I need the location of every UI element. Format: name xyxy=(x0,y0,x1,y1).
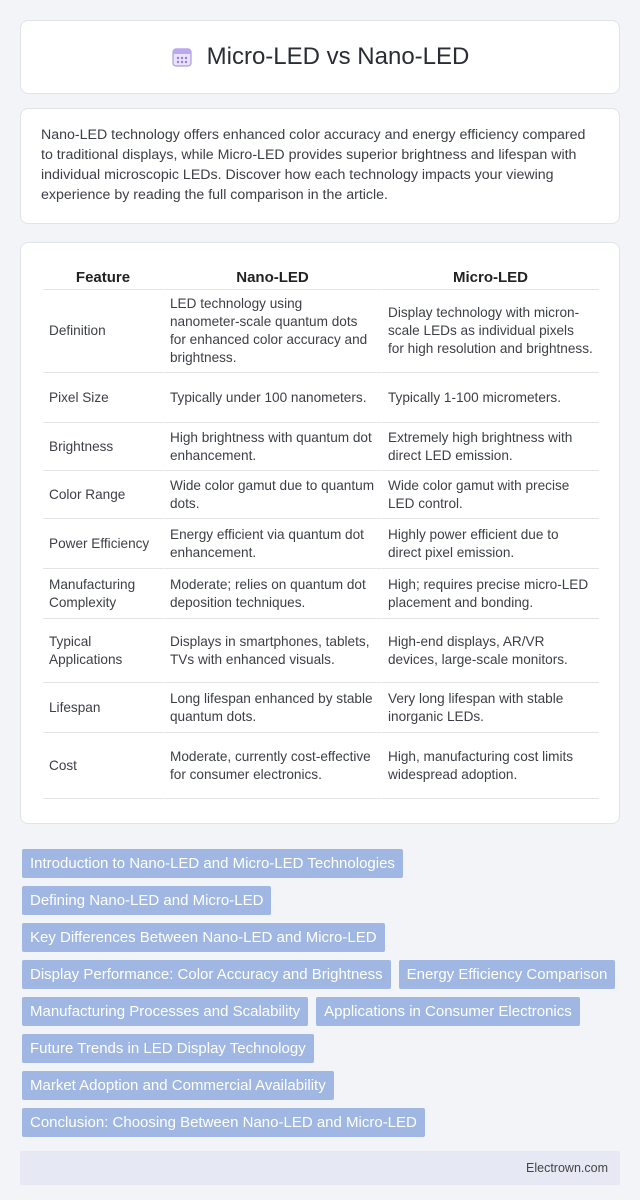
link-introduction[interactable]: Introduction to Nano-LED and Micro-LED Technologies xyxy=(22,849,403,878)
link-conclusion[interactable]: Conclusion: Choosing Between Nano-LED and Micro-LED xyxy=(22,1108,425,1137)
link-manufacturing[interactable]: Manufacturing Processes and Scalability xyxy=(22,997,308,1026)
micro-cell: Typically 1-100 micrometers. xyxy=(381,373,599,423)
link-key-differences[interactable]: Key Differences Between Nano-LED and Micro-LED xyxy=(22,923,385,952)
micro-cell: Display technology with micron-scale LEDs as individual pixels for high resolution and brightness. xyxy=(381,290,599,373)
feature-cell: Power Efficiency xyxy=(43,519,163,569)
micro-cell: Extremely high brightness with direct LED emission. xyxy=(381,423,599,471)
table-row xyxy=(43,619,599,683)
table-header-row xyxy=(43,265,599,290)
table-row xyxy=(43,471,599,519)
link-energy-efficiency[interactable]: Energy Efficiency Comparison xyxy=(399,960,616,989)
link-future-trends[interactable]: Future Trends in LED Display Technology xyxy=(22,1034,314,1063)
article-links xyxy=(22,849,622,1137)
title-card xyxy=(20,20,620,94)
micro-cell: High; requires precise micro-LED placement and bonding. xyxy=(381,569,599,619)
link-applications[interactable]: Applications in Consumer Electronics xyxy=(316,997,580,1026)
intro-text: Nano-LED technology offers enhanced color accuracy and energy efficiency compared to traditional displays, while Micro-LED provides superior brightness and lifespan with individual microscopic LEDs. Discover how each technology impacts your viewing experience by reading the full comparison in the article. xyxy=(41,127,586,203)
nano-cell: Moderate; relies on quantum dot deposition techniques. xyxy=(163,569,381,619)
link-market-adoption[interactable]: Market Adoption and Commercial Availability xyxy=(22,1071,334,1100)
feature-cell: Cost xyxy=(43,733,163,799)
nano-cell: Wide color gamut due to quantum dots. xyxy=(163,471,381,519)
micro-cell: Highly power efficient due to direct pixel emission. xyxy=(381,519,599,569)
intro-card xyxy=(20,108,620,224)
feature-cell: Brightness xyxy=(43,423,163,471)
table-row xyxy=(43,423,599,471)
feature-cell: Definition xyxy=(43,290,163,373)
header-feature: Feature xyxy=(43,265,163,290)
table-row xyxy=(43,519,599,569)
calendar-icon xyxy=(171,46,193,68)
micro-cell: High, manufacturing cost limits widespread adoption. xyxy=(381,733,599,799)
table-row xyxy=(43,733,599,799)
header-nano-led: Nano-LED xyxy=(163,265,381,290)
micro-cell: Wide color gamut with precise LED control. xyxy=(381,471,599,519)
micro-cell: Very long lifespan with stable inorganic LEDs. xyxy=(381,683,599,733)
feature-cell: Pixel Size xyxy=(43,373,163,423)
link-display-performance[interactable]: Display Performance: Color Accuracy and Brightness xyxy=(22,960,391,989)
nano-cell: Typically under 100 nanometers. xyxy=(163,373,381,423)
nano-cell: Long lifespan enhanced by stable quantum dots. xyxy=(163,683,381,733)
table-row xyxy=(43,290,599,373)
link-defining[interactable]: Defining Nano-LED and Micro-LED xyxy=(22,886,271,915)
feature-cell: Manufacturing Complexity xyxy=(43,569,163,619)
nano-cell: Displays in smartphones, tablets, TVs with enhanced visuals. xyxy=(163,619,381,683)
table-row xyxy=(43,373,599,423)
nano-cell: Moderate, currently cost-effective for consumer electronics. xyxy=(163,733,381,799)
table-row xyxy=(43,569,599,619)
feature-cell: Typical Applications xyxy=(43,619,163,683)
nano-cell: Energy efficient via quantum dot enhancement. xyxy=(163,519,381,569)
feature-cell: Lifespan xyxy=(43,683,163,733)
table-row xyxy=(43,683,599,733)
feature-cell: Color Range xyxy=(43,471,163,519)
nano-cell: High brightness with quantum dot enhancement. xyxy=(163,423,381,471)
header-micro-led: Micro-LED xyxy=(381,265,599,290)
footer-brand[interactable]: Electrown.com xyxy=(526,1161,608,1175)
nano-cell: LED technology using nanometer-scale quantum dots for enhanced color accuracy and brightness. xyxy=(163,290,381,373)
footer xyxy=(20,1151,620,1185)
page-title: Micro-LED vs Nano-LED xyxy=(206,43,470,70)
micro-cell: High-end displays, AR/VR devices, large-scale monitors. xyxy=(381,619,599,683)
comparison-table xyxy=(43,265,599,799)
comparison-table-card xyxy=(20,242,620,824)
